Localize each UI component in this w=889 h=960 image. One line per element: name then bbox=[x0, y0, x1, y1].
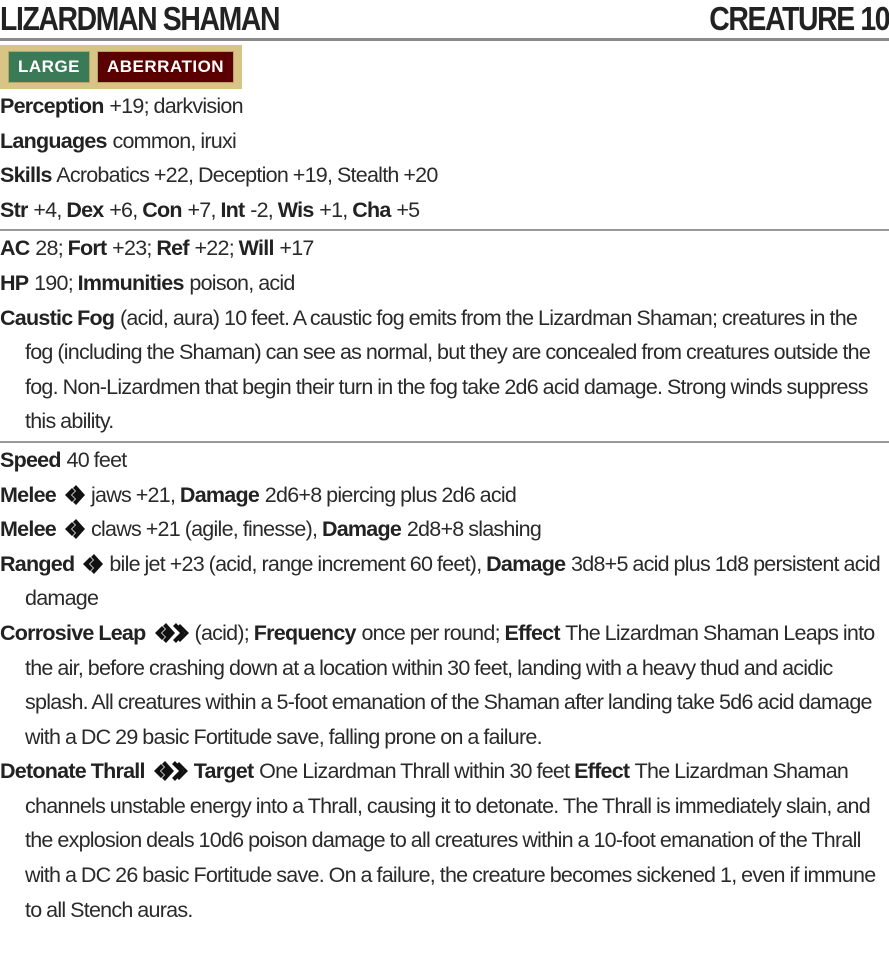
stat-text: poison, acid bbox=[184, 270, 295, 295]
stat-text: jaws +21, bbox=[91, 482, 180, 507]
stat-text: +1, bbox=[314, 197, 353, 222]
stat-text: The Lizardman Shaman channels unstable energy into a Thrall, causing it to detonate. The Thrall is immediately slain, and the explosion deals 10d6 poison damage to all creatures within a 10-foot emanation of the Thrall with a DC 26 basic Fortitude save. On a failure, the creature becomes sickened 1, even if immune to all Stench auras. bbox=[25, 759, 876, 922]
stat-label: Languages bbox=[0, 128, 107, 153]
stat-text: -2, bbox=[245, 197, 278, 222]
stat-text: Acrobatics +22, Deception +19, Stealth +20 bbox=[52, 163, 438, 188]
stat-label: Damage bbox=[321, 517, 402, 542]
stat-label: Frequency bbox=[253, 620, 356, 645]
stat-label: Dex bbox=[66, 197, 104, 222]
trait-size: LARGE bbox=[6, 49, 92, 85]
stat-label: Str bbox=[0, 197, 28, 222]
stat-text: 2d6+8 piercing plus 2d6 acid bbox=[260, 482, 517, 507]
stat-label: Melee bbox=[0, 482, 57, 507]
stat-entry bbox=[0, 124, 889, 159]
stat-entry bbox=[0, 158, 889, 193]
stat-label: Perception bbox=[0, 94, 104, 118]
stat-label: Wis bbox=[277, 197, 314, 222]
stat-entry bbox=[0, 478, 889, 513]
stat-entry bbox=[0, 231, 889, 266]
stat-label: Fort bbox=[67, 236, 107, 261]
stat-entry bbox=[0, 547, 889, 616]
stat-label: Corrosive Leap bbox=[0, 620, 146, 645]
stat-label: Cha bbox=[352, 197, 391, 222]
stat-text: +6, bbox=[104, 197, 143, 222]
stat-text: One Lizardman Thrall within 30 feet bbox=[254, 759, 575, 784]
stat-label: Effect bbox=[504, 620, 560, 645]
stat-text: 3d8+5 acid plus 1d8 persistent acid damage bbox=[25, 551, 880, 611]
stat-text: 28; bbox=[30, 236, 68, 261]
stat-label: AC bbox=[0, 236, 30, 261]
stat-label: Immunities bbox=[77, 270, 184, 295]
stat-label: Damage bbox=[486, 551, 566, 576]
two-action-icon bbox=[153, 761, 189, 781]
stat-label: Melee bbox=[0, 517, 57, 542]
trait-bar bbox=[0, 45, 242, 89]
stat-label: Will bbox=[238, 236, 274, 261]
stat-text: +19; darkvision bbox=[104, 94, 243, 118]
stat-text: +23; bbox=[107, 236, 157, 261]
stat-label: Effect bbox=[574, 759, 630, 784]
stat-text: bile jet +23 (acid, range increment 60 feet), bbox=[109, 551, 487, 576]
stat-label: Speed bbox=[0, 447, 61, 472]
stat-text: 190; bbox=[29, 270, 78, 295]
stat-text: 2d8+8 slashing bbox=[402, 517, 542, 542]
creature-level: CREATURE 10 bbox=[709, 0, 889, 37]
stat-entry bbox=[0, 193, 889, 228]
stat-label: Ref bbox=[156, 236, 189, 261]
stat-entry bbox=[0, 512, 889, 547]
two-action-icon bbox=[154, 623, 190, 643]
stat-text: +4, bbox=[28, 197, 67, 222]
stat-text: once per round; bbox=[356, 620, 505, 645]
one-action-icon bbox=[82, 554, 104, 574]
creature-name: LIZARDMAN SHAMAN bbox=[0, 0, 280, 37]
stat-entry bbox=[0, 616, 889, 754]
stat-block-body bbox=[0, 89, 889, 929]
stat-entry bbox=[0, 266, 889, 301]
stat-label: Ranged bbox=[0, 551, 75, 576]
stat-section bbox=[0, 89, 889, 231]
stat-text: +5 bbox=[391, 197, 420, 222]
stat-entry bbox=[0, 443, 889, 478]
stat-text: (acid); bbox=[194, 620, 254, 645]
stat-label: Skills bbox=[0, 163, 52, 188]
one-action-icon bbox=[64, 485, 86, 505]
stat-text: +17 bbox=[274, 236, 314, 261]
stat-text: (acid, aura) 10 feet. A caustic fog emits from the Lizardman Shaman; creatures in the fog (including the Shaman) can see as normal, but they are concealed from creatures outside the fog. Non-Lizardmen that begin their turn in the fog take 2d6 acid damage. Strong winds suppress this ability. bbox=[25, 305, 871, 434]
stat-text: common, iruxi bbox=[107, 128, 237, 153]
stat-text: +7, bbox=[182, 197, 221, 222]
stat-entry bbox=[0, 301, 889, 439]
stat-text: +22; bbox=[189, 236, 239, 261]
stat-label: Int bbox=[220, 197, 245, 222]
stat-label: Damage bbox=[179, 482, 260, 507]
stat-text: claws +21 (agile, finesse), bbox=[91, 517, 322, 542]
stat-label: HP bbox=[0, 270, 29, 295]
stat-label: Target bbox=[193, 759, 254, 784]
one-action-icon bbox=[64, 519, 86, 539]
stat-entry bbox=[0, 754, 889, 927]
stat-block-header bbox=[0, 0, 889, 41]
stat-entry bbox=[0, 89, 889, 124]
stat-section bbox=[0, 231, 889, 443]
stat-label: Detonate Thrall bbox=[0, 759, 145, 784]
stat-label: Caustic Fog bbox=[0, 305, 115, 330]
stat-section bbox=[0, 443, 889, 929]
trait-type: ABERRATION bbox=[95, 49, 236, 85]
stat-label: Con bbox=[142, 197, 182, 222]
stat-text: 40 feet bbox=[61, 447, 127, 472]
stat-text: The Lizardman Shaman Leaps into the air, before crashing down at a location within 30 feet, landing with a heavy thud and acidic splash. All creatures within a 5-foot emanation of the Shaman after landing take 5d6 acid damage with a DC 29 basic Fortitude save, falling prone on a failure. bbox=[25, 620, 875, 749]
